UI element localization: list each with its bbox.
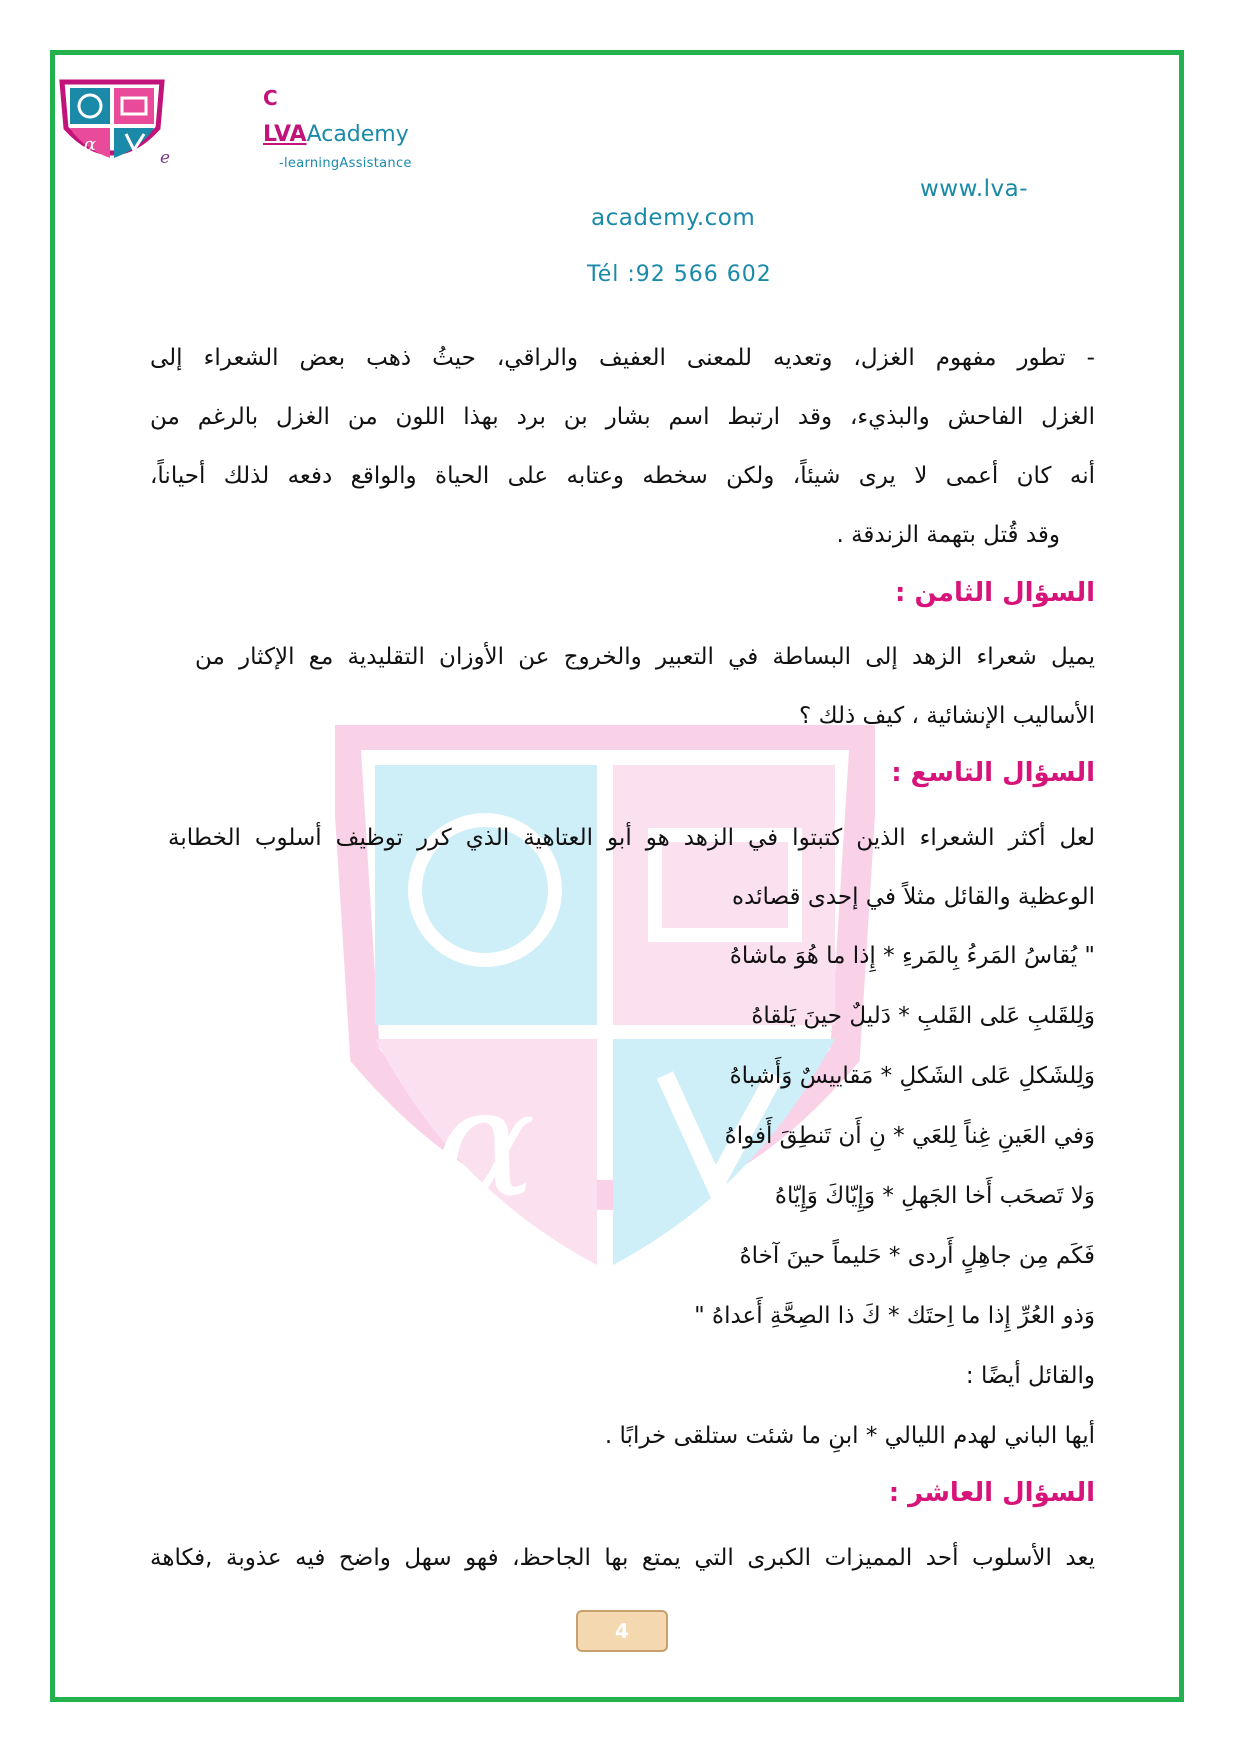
question-9-heading: السؤال التاسع :	[891, 758, 1095, 788]
page-number: 4	[576, 1610, 668, 1652]
poem-verse: وَذو العُرِّ إِذا ما اِحتَك * كَ ذا الصِحَّةِ أَعداهُ "	[694, 1303, 1095, 1329]
brand-academy: Academy	[306, 122, 409, 147]
paragraph-line: أنه كان أعمى لا يرى شيئاً، ولكن سخطه وعتابه على الحياة والواقع دفعه لذلك أحياناً،	[150, 463, 1095, 489]
poem-verse: وَفي العَينِ غِناً لِلعَي * نِ أَن تَنطِقَ أَفواهُ	[724, 1123, 1095, 1149]
poem-verse: وَلا تَصحَب أَخا الجَهلِ * وَإِيّاكَ وَإِيّاهُ	[774, 1183, 1095, 1209]
paragraph-line: وقد قُتل بتهمة الزندقة .	[836, 522, 1060, 548]
question-8-heading: السؤال الثامن :	[895, 578, 1095, 608]
brand-letter-c: C	[263, 86, 278, 110]
brand-lva: LVA	[263, 122, 307, 147]
question-8-text: الأساليب الإنشائية ، كيف ذلك ؟	[799, 703, 1095, 729]
poem-verse-2: أيها الباني لهدم الليالي * ابنِ ما شئت ستلقى خرابًا .	[604, 1423, 1095, 1449]
website-line-1[interactable]: www.lva-	[920, 176, 1029, 202]
question-9-text: لعل أكثر الشعراء الذين كتبتوا في الزهد هو أبو العتاهية الذي كرر توظيف أسلوب الخطابة	[168, 825, 1095, 851]
question-9-text: الوعظية والقائل مثلاً في إحدى قصائده	[732, 884, 1095, 910]
brand-tagline: -learningAssistance	[279, 156, 412, 171]
paragraph-line: الغزل الفاحش والبذيء، وقد ارتبط اسم بشار بن برد بهذا اللون من الغزل بالرغم من	[150, 404, 1095, 430]
svg-text:α: α	[434, 1057, 536, 1231]
question-9-also: والقائل أيضًا :	[965, 1363, 1095, 1389]
question-10-text: يعد الأسلوب أحد المميزات الكبرى التي يمتع بها الجاحظ، فهو سهل واضح فيه عذوبة ,فكاهة	[150, 1545, 1095, 1571]
question-10-heading: السؤال العاشر :	[888, 1478, 1095, 1508]
poem-verse: " يُقاسُ المَرءُ بِالمَرءِ * إِذا ما هُوَ ماشاهُ	[729, 943, 1095, 969]
phone-number: Tél :92 566 602	[587, 262, 772, 287]
website-line-2[interactable]: academy.com	[591, 205, 756, 231]
svg-text:α: α	[83, 134, 97, 155]
paragraph-line: - تطور مفهوم الغزل، وتعديه للمعنى العفيف والراقي، حيثُ ذهب بعض الشعراء إلى	[150, 345, 1095, 371]
academy-shield-logo	[58, 78, 166, 170]
poem-verse: فَكَم مِن جاهِلٍ أَردى * حَليماً حينَ آخاهُ	[739, 1243, 1095, 1269]
poem-verse: وَلِلقَلبِ عَلى القَلبِ * دَليلٌ حينَ يَلقاهُ	[751, 1003, 1095, 1029]
question-8-text: يميل شعراء الزهد إلى البساطة في التعبير والخروج عن الأوزان التقليدية مع الإكثار من	[195, 644, 1095, 670]
poem-verse: وَلِلشَكلِ عَلى الشَكلِ * مَقاييسٌ وَأَشباهُ	[729, 1063, 1095, 1089]
brand-name	[263, 122, 409, 147]
logo-letter-e: e	[160, 148, 171, 168]
